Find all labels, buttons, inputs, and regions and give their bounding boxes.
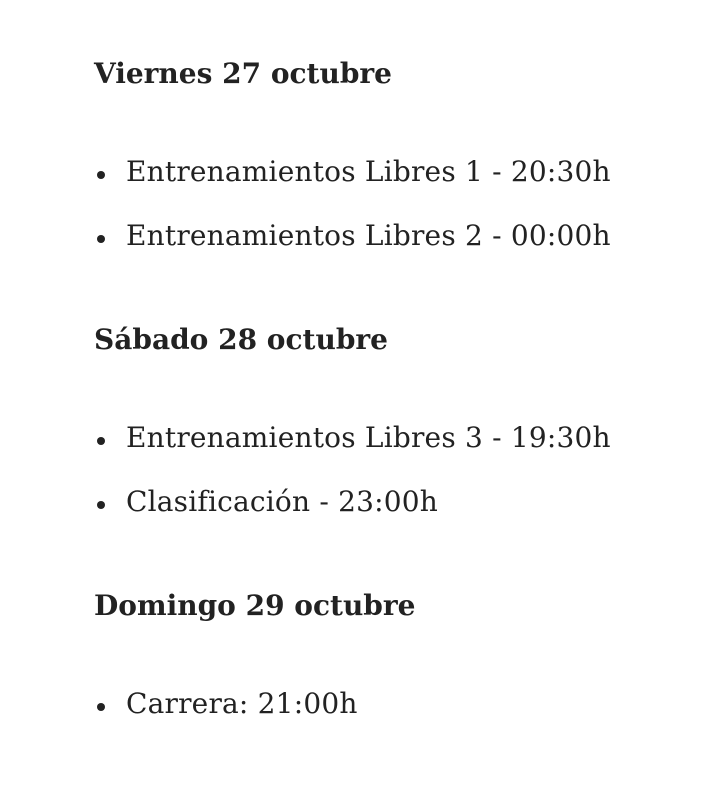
list-item [94,140,611,204]
bullet-icon [97,171,105,179]
event-text: Clasificación - 23:00h [126,485,439,518]
day-heading: Domingo 29 octubre [94,589,416,622]
event-list [94,406,611,534]
day-friday [94,56,694,252]
day-heading: Viernes 27 octubre [94,57,392,90]
event-text: Entrenamientos Libres 2 - 00:00h [126,219,611,252]
bullet-icon [97,437,105,445]
bullet-icon [97,235,105,243]
event-list [94,672,358,736]
event-text: Entrenamientos Libres 3 - 19:30h [126,421,611,454]
day-saturday [94,322,694,518]
bullet-icon [97,703,105,711]
event-text: Carrera: 21:00h [126,687,358,720]
list-item [94,470,611,534]
event-list [94,140,611,268]
event-text: Entrenamientos Libres 1 - 20:30h [126,155,611,188]
bullet-icon [97,501,105,509]
list-item [94,406,611,470]
list-item [94,672,358,736]
list-item [94,204,611,268]
day-heading: Sábado 28 octubre [94,323,388,356]
day-sunday [94,588,694,720]
